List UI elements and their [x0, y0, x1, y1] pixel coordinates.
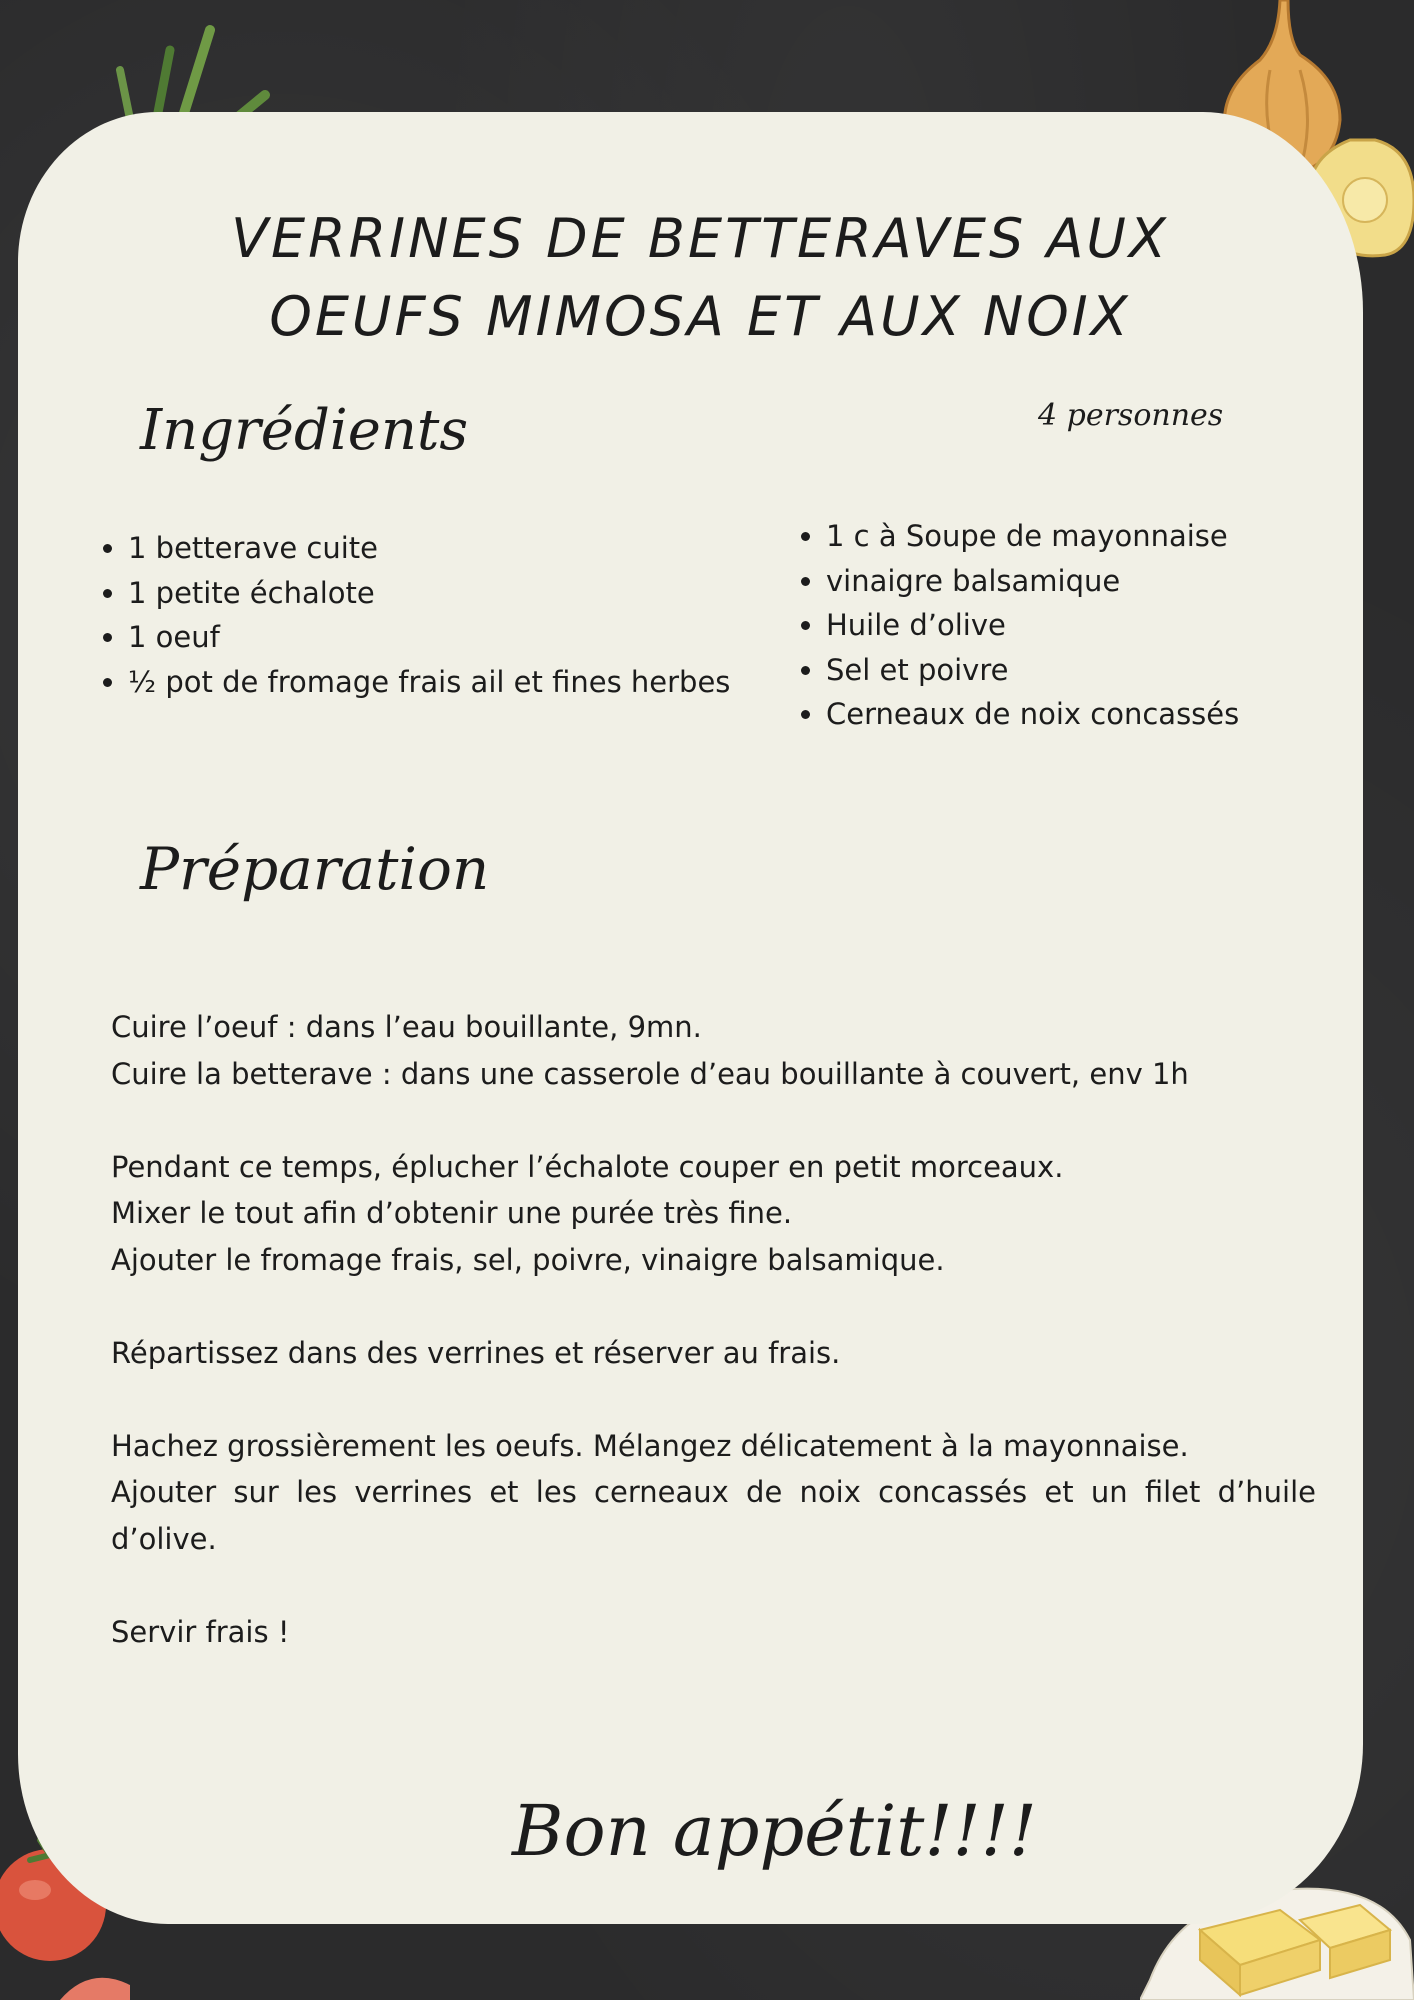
ingredient-item: • 1 c à Soupe de mayonnaise [826, 514, 1239, 559]
preparation-paragraph [111, 1609, 1316, 1656]
ingredient-item: • Huile d’olive [826, 603, 1239, 648]
recipe-title-line-2: OEUFS MIMOSA ET AUX NOIX [269, 285, 1131, 348]
preparation-line: Ajouter le fromage frais, sel, poivre, vinaigre balsamique. [111, 1242, 945, 1277]
ingredients-list-right [794, 514, 1239, 737]
ingredients-heading: Ingrédients [140, 398, 469, 463]
preparation-steps [111, 1004, 1316, 1655]
ingredient-item: • 1 petite échalote [128, 571, 730, 616]
ingredient-item: • vinaigre balsamique [826, 559, 1239, 604]
servings-label: 4 personnes [1038, 398, 1224, 433]
ingredient-item: • 1 betterave cuite [128, 526, 730, 571]
preparation-paragraph [111, 1144, 1316, 1284]
ingredients-list-left [96, 526, 730, 704]
ingredient-item: • Cerneaux de noix concassés [826, 692, 1239, 737]
preparation-line: Répartissez dans des verrines et réserver au frais. [111, 1335, 841, 1370]
preparation-line: Ajouter sur les verrines et les cerneaux de noix concassés et un filet d’huile d’olive. [111, 1475, 1316, 1556]
preparation-line: Hachez grossièrement les oeufs. Mélangez délicatement à la mayonnaise. [111, 1428, 1189, 1463]
preparation-line: Pendant ce temps, éplucher l’échalote couper en petit morceaux. [111, 1149, 1064, 1184]
preparation-heading: Préparation [140, 835, 490, 903]
preparation-line: Servir frais ! [111, 1614, 290, 1649]
ingredient-item: • 1 oeuf [128, 615, 730, 660]
preparation-paragraph [111, 1004, 1316, 1097]
closing-message: Bon appétit!!!! [512, 1790, 1037, 1872]
preparation-paragraph [111, 1330, 1316, 1377]
recipe-title [110, 200, 1290, 356]
ingredient-item: • Sel et poivre [826, 648, 1239, 693]
preparation-paragraph [111, 1423, 1316, 1563]
preparation-line: Cuire l’oeuf : dans l’eau bouillante, 9mn. [111, 1010, 702, 1044]
ingredient-item: • ½ pot de fromage frais ail et fines herbes [128, 660, 730, 705]
preparation-line: Mixer le tout afin d’obtenir une purée très fine. [111, 1196, 793, 1230]
preparation-line: Cuire la betterave : dans une casserole d’eau bouillante à couvert, env 1h [111, 1056, 1189, 1091]
recipe-title-line-1: VERRINES DE BETTERAVES AUX [231, 207, 1169, 270]
